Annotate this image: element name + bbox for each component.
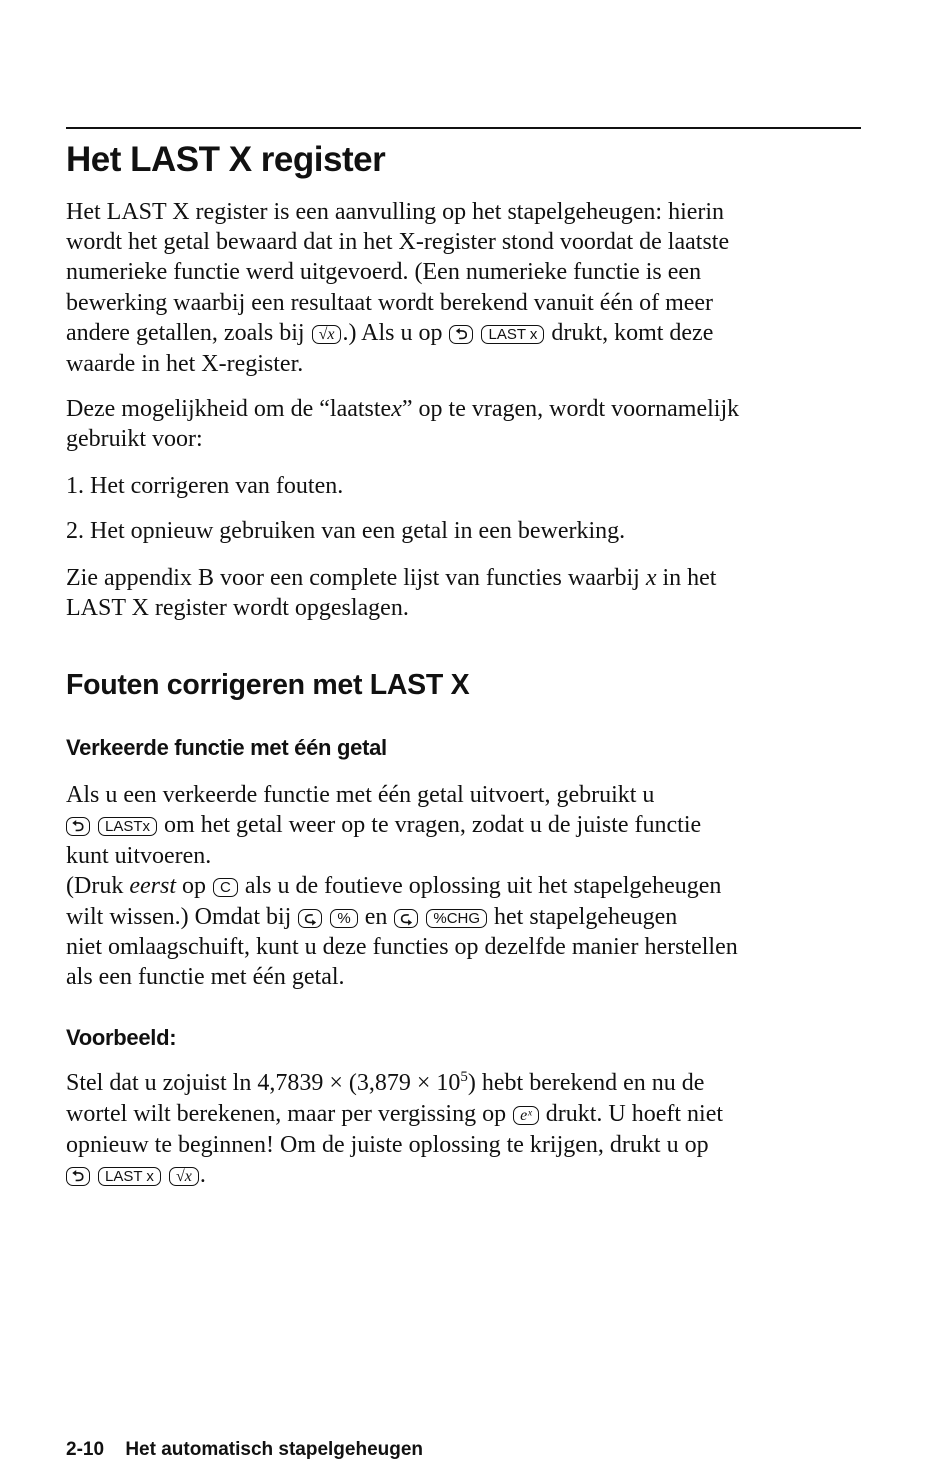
page-number: 2-10 (66, 1439, 105, 1460)
para2-line-1 (66, 394, 739, 424)
page-title: Het LAST X register (66, 140, 386, 179)
intro-line-1: Het LAST X register is een aanvulling op het stapelgeheugen: hierin (66, 199, 725, 225)
exponent: 5 (460, 1069, 468, 1085)
para4-line-4-text-b: op (181, 873, 206, 899)
percent-change-key-icon: %CHG (426, 909, 487, 928)
para4-line-4-text-c: als u de foutieve oplossing uit het stapelgeheugen (244, 873, 722, 899)
e-power-x-key-icon: eˣ (513, 1106, 539, 1125)
x-variable: x (391, 396, 402, 422)
intro-line-5-text-b: .) Als u op (342, 320, 443, 346)
example-heading: Voorbeeld: (66, 1025, 177, 1050)
para5-line-4-text-end: . (199, 1162, 206, 1188)
sqrt-key-icon: √x (169, 1167, 199, 1186)
top-rule (66, 127, 861, 129)
intro-line-5-text-c: drukt, komt deze (551, 320, 714, 346)
para4-line-5-text-a: wilt wissen.) Omdat bij (66, 904, 292, 930)
sqrt-key-icon: √x (312, 325, 342, 344)
left-shift-key-icon: ⮌ (66, 817, 90, 836)
subsection-heading: Verkeerde functie met één getal (66, 735, 387, 760)
para4-line-5-text-b: en (364, 904, 388, 930)
left-shift-key-icon: ⮌ (449, 325, 473, 344)
para4-line-5-text-c: het stapelgeheugen (494, 904, 678, 930)
para5-line-2-text-b: drukt. U hoeft niet (545, 1101, 724, 1127)
para2-line-1-text-a: Deze mogelijkheid om de “laatste (66, 396, 392, 422)
intro-line-2: wordt het getal bewaard dat in het X-register stond voordat de laatste (66, 229, 730, 255)
para5-line-4 (66, 1160, 206, 1190)
para3-line-1-text-a: Zie appendix B voor een complete lijst van functies waarbij (66, 565, 640, 591)
last-x-key-icon: LASTx (98, 817, 157, 836)
section-heading: Fouten corrigeren met LAST X (66, 669, 470, 701)
intro-line-6: waarde in het X-register. (66, 351, 304, 377)
last-x-key-icon: LAST x (481, 325, 544, 344)
right-shift-key-icon: ⮎ (298, 909, 322, 928)
intro-line-3: numerieke functie werd uitgevoerd. (Een numerieke functie is een (66, 259, 702, 285)
last-x-key-icon: LAST x (98, 1167, 161, 1186)
para4-line-2 (66, 810, 701, 840)
percent-key-icon: % (330, 909, 357, 928)
para4-line-2-text: om het getal weer op te vragen, zodat u de juiste functie (164, 812, 702, 838)
para4-line-1: Als u een verkeerde functie met één getal uitvoert, gebruikt u (66, 782, 655, 808)
para4-line-6: niet omlaagschuift, kunt u deze functies op dezelfde manier herstellen (66, 934, 738, 960)
list-item-2: 2. Het opnieuw gebruiken van een getal in een bewerking. (66, 518, 626, 544)
list-item-1: 1. Het corrigeren van fouten. (66, 473, 344, 499)
para2-line-2: gebruikt voor: (66, 426, 203, 452)
para4-line-7: als een functie met één getal. (66, 964, 345, 990)
clear-key-icon: C (213, 878, 238, 897)
intro-line-5-text-a: andere getallen, zoals bij (66, 320, 305, 346)
para3-line-1-text-b: in het (662, 565, 717, 591)
para5-line-2 (66, 1099, 723, 1129)
para3-line-2: LAST X register wordt opgeslagen. (66, 595, 409, 621)
para4-line-3: kunt uitvoeren. (66, 843, 212, 869)
para4-line-4 (66, 871, 721, 901)
para4-line-5 (66, 902, 677, 932)
page-footer (66, 1438, 423, 1462)
x-variable: x (645, 565, 657, 591)
intro-line-4: bewerking waarbij een resultaat wordt berekend vanuit één of meer (66, 290, 714, 316)
para2-line-1-text-b: ” op te vragen, wordt voornamelijk (401, 396, 740, 422)
para3-line-1 (66, 563, 716, 593)
para5-line-1-text-b: ) hebt berekend en nu de (467, 1070, 705, 1096)
para5-line-3: opnieuw te beginnen! Om de juiste oplossing te krijgen, drukt u op (66, 1132, 709, 1158)
para5-line-2-text-a: wortel wilt berekenen, maar per vergissing op (66, 1101, 507, 1127)
right-shift-key-icon: ⮎ (394, 909, 418, 928)
chapter-title: Het automatisch stapelgeheugen (125, 1439, 424, 1460)
para5-line-1 (66, 1068, 704, 1098)
para4-line-4-text-a: (Druk (66, 873, 124, 899)
para5-line-1-text-a: Stel dat u zojuist ln 4,7839 × (3,879 × 10 (66, 1070, 461, 1096)
left-shift-key-icon: ⮌ (66, 1167, 90, 1186)
intro-line-5 (66, 318, 713, 348)
emphasis-text: eerst (129, 873, 176, 899)
